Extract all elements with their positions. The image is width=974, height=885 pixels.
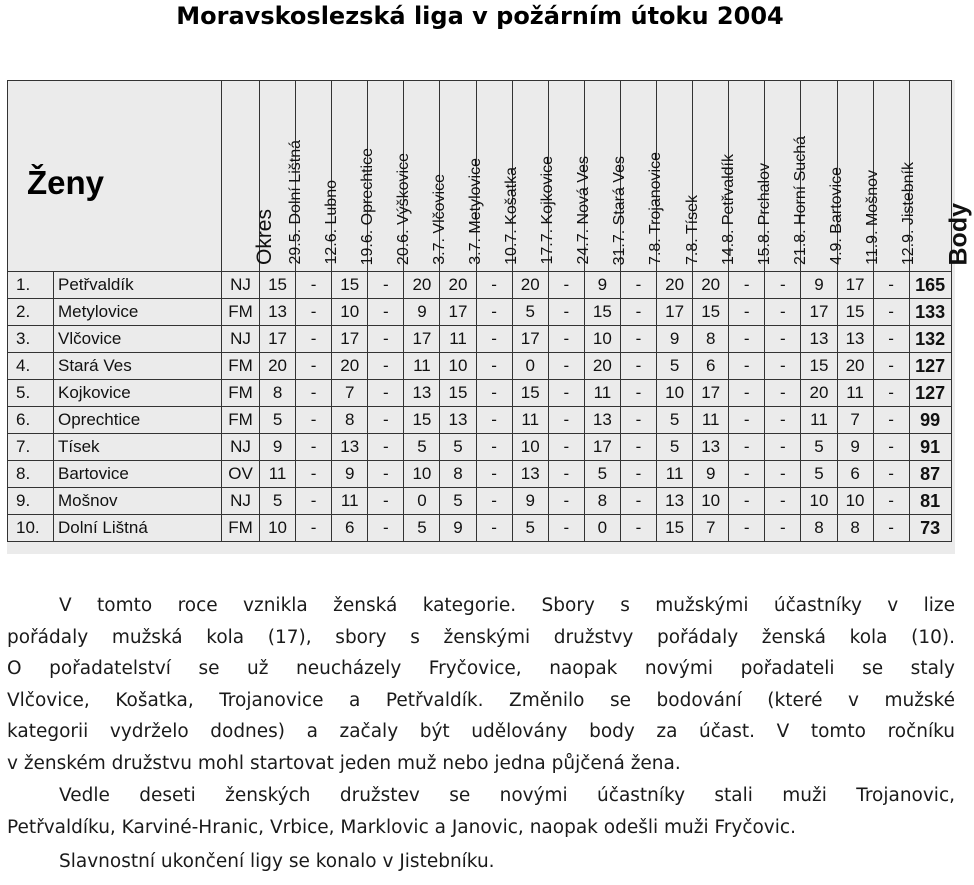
rank-cell: 8. — [8, 461, 54, 488]
score-cell: 15 — [584, 299, 620, 326]
round-header-cell — [801, 81, 845, 272]
score-cell: - — [620, 299, 656, 326]
table-row — [8, 488, 952, 515]
round-header: 29.5. Dolní Lištná — [286, 140, 304, 265]
results-table — [7, 80, 973, 542]
score-cell: - — [476, 353, 512, 380]
score-cell: - — [729, 461, 765, 488]
score-cell: 5 — [512, 515, 548, 542]
score-cell: 7 — [837, 407, 873, 434]
score-cell: 15 — [260, 272, 296, 299]
round-header: 19.6. Oprechtice — [358, 147, 376, 265]
score-cell: - — [296, 380, 332, 407]
score-cell: 13 — [260, 299, 296, 326]
score-cell: 11 — [801, 407, 837, 434]
score-cell: 17 — [332, 326, 368, 353]
paragraph-line: kategorii vydrželo dodnes) a začaly být udělovány body za účast. V tomto ročníku — [7, 721, 955, 742]
score-cell: 17 — [584, 434, 620, 461]
score-cell: - — [368, 326, 404, 353]
score-cell: - — [729, 407, 765, 434]
round-header-cell — [873, 81, 918, 272]
round-header-cell — [404, 81, 448, 272]
table-row — [8, 407, 952, 434]
score-cell: - — [620, 326, 656, 353]
score-cell: 20 — [837, 353, 873, 380]
score-cell: 9 — [801, 272, 837, 299]
okres-cell: FM — [222, 515, 260, 542]
score-cell: - — [873, 461, 909, 488]
score-cell: - — [620, 515, 656, 542]
score-cell: - — [548, 461, 584, 488]
score-cell: - — [476, 488, 512, 515]
points-cell: 99 — [909, 407, 951, 434]
score-cell: - — [765, 461, 801, 488]
score-cell: 17 — [837, 272, 873, 299]
round-header-cell — [476, 81, 521, 272]
score-cell: 17 — [404, 326, 440, 353]
round-header: 15.8. Prchalov — [755, 162, 773, 265]
score-cell: - — [729, 434, 765, 461]
score-cell: 6 — [693, 353, 729, 380]
category-label: Ženy — [27, 164, 105, 201]
score-cell: - — [296, 461, 332, 488]
score-cell: 15 — [801, 353, 837, 380]
round-header: 3.7. Vlčovice — [430, 174, 448, 265]
score-cell: - — [548, 353, 584, 380]
score-cell: - — [765, 326, 801, 353]
points-cell: 127 — [909, 380, 951, 407]
team-name-cell: Mošnov — [54, 488, 222, 515]
score-cell: - — [476, 461, 512, 488]
score-cell: - — [729, 380, 765, 407]
score-cell: - — [368, 515, 404, 542]
round-header: 10.7. Košatka — [503, 167, 521, 265]
score-cell: - — [620, 353, 656, 380]
score-cell: 17 — [512, 326, 548, 353]
score-cell: 11 — [657, 461, 693, 488]
rank-cell: 7. — [8, 434, 54, 461]
score-cell: - — [873, 326, 909, 353]
score-cell: 9 — [657, 326, 693, 353]
score-cell: - — [620, 407, 656, 434]
paragraph-line: v ženském družstvu mohl startovat jeden muž nebo jedna půjčená žena. — [7, 752, 681, 774]
score-cell: 10 — [837, 488, 873, 515]
score-cell: - — [548, 299, 584, 326]
okres-cell: NJ — [222, 272, 260, 299]
team-name-cell: Metylovice — [54, 299, 222, 326]
team-name-cell: Tísek — [54, 434, 222, 461]
paragraph-line: O pořadatelství se už neucházely Fryčovice, naopak novými pořadateli se staly — [7, 658, 955, 679]
score-cell: - — [368, 488, 404, 515]
round-header-cell — [620, 81, 665, 272]
score-cell: 8 — [801, 515, 837, 542]
score-cell: 10 — [332, 299, 368, 326]
paragraph — [7, 846, 955, 878]
team-name-cell: Vlčovice — [54, 326, 222, 353]
score-cell: - — [873, 353, 909, 380]
score-cell: 9 — [332, 461, 368, 488]
round-header-cell — [512, 81, 557, 272]
score-cell: - — [296, 326, 332, 353]
score-cell: 15 — [693, 299, 729, 326]
table-row — [8, 434, 952, 461]
score-cell: - — [296, 407, 332, 434]
score-cell: - — [873, 488, 909, 515]
score-cell: - — [873, 515, 909, 542]
score-cell: 13 — [332, 434, 368, 461]
score-cell: - — [729, 353, 765, 380]
score-cell: - — [476, 407, 512, 434]
score-cell: 8 — [260, 380, 296, 407]
table-row — [8, 326, 952, 353]
score-cell: 11 — [332, 488, 368, 515]
score-cell: 15 — [512, 380, 548, 407]
paragraph-line: Vlčovice, Košatka, Trojanovice a Petřvaldík. Změnilo se bodování (které v mužské — [7, 689, 955, 711]
score-cell: 20 — [260, 353, 296, 380]
rank-cell: 5. — [8, 380, 54, 407]
score-cell: - — [548, 434, 584, 461]
score-cell: - — [476, 299, 512, 326]
paragraph-line: V tomto roce vznikla ženská kategorie. Sbory s mužskými účastníky v lize — [59, 595, 955, 616]
score-cell: 9 — [512, 488, 548, 515]
score-cell: - — [729, 326, 765, 353]
okres-cell: FM — [222, 353, 260, 380]
score-cell: 15 — [332, 272, 368, 299]
score-cell: 10 — [801, 488, 837, 515]
score-cell: 9 — [837, 434, 873, 461]
score-cell: - — [548, 380, 584, 407]
header-cell-body — [909, 81, 973, 272]
okres-cell: FM — [222, 407, 260, 434]
table-row — [8, 515, 952, 542]
body-header: Body — [944, 202, 973, 265]
score-cell: - — [476, 272, 512, 299]
rank-cell: 6. — [8, 407, 54, 434]
paragraph-line: pořádaly mužská kola (17), sbory s ženskými družstvy pořádaly ženská kola (10). — [7, 626, 955, 648]
points-cell: 165 — [909, 272, 951, 299]
score-cell: 9 — [440, 515, 476, 542]
score-cell: - — [548, 272, 584, 299]
round-header-cell — [260, 81, 304, 272]
round-header: 21.8. Horní Suchá — [791, 136, 809, 265]
score-cell: 13 — [404, 380, 440, 407]
score-cell: 5 — [440, 434, 476, 461]
score-cell: 20 — [657, 272, 693, 299]
score-cell: - — [873, 299, 909, 326]
round-header: 12.9. Jistebník — [900, 161, 918, 265]
paragraph — [7, 590, 955, 779]
team-name-cell: Petřvaldík — [54, 272, 222, 299]
score-cell: 11 — [260, 461, 296, 488]
score-cell: 5 — [440, 488, 476, 515]
score-cell: - — [548, 326, 584, 353]
okres-cell: FM — [222, 299, 260, 326]
score-cell: 17 — [657, 299, 693, 326]
page-title: Moravskoslezská liga v požárním útoku 2004 — [176, 2, 784, 30]
score-cell: 13 — [837, 326, 873, 353]
okres-cell: NJ — [222, 434, 260, 461]
score-cell: - — [873, 434, 909, 461]
score-cell: 13 — [657, 488, 693, 515]
score-cell: - — [873, 407, 909, 434]
round-header-cell — [368, 81, 412, 272]
score-cell: 9 — [260, 434, 296, 461]
score-cell: 8 — [584, 488, 620, 515]
score-cell: 0 — [404, 488, 440, 515]
round-header: 7.8. Tísek — [683, 195, 701, 265]
points-cell: 127 — [909, 353, 951, 380]
round-header: 3.7. Metylovice — [467, 158, 485, 265]
score-cell: 13 — [512, 461, 548, 488]
score-cell: - — [620, 461, 656, 488]
score-cell: 10 — [584, 326, 620, 353]
score-cell: - — [476, 380, 512, 407]
score-cell: - — [368, 434, 404, 461]
score-cell: 11 — [404, 353, 440, 380]
round-header: 11.9. Mošnov — [864, 170, 882, 265]
score-cell: 20 — [404, 272, 440, 299]
team-name-cell: Dolní Lištná — [54, 515, 222, 542]
score-cell: 10 — [404, 461, 440, 488]
score-cell: - — [476, 326, 512, 353]
rank-cell: 1. — [8, 272, 54, 299]
score-cell: 11 — [693, 407, 729, 434]
round-header: 17.7. Kojkovice — [539, 156, 557, 265]
rank-cell: 10. — [8, 515, 54, 542]
team-name-cell: Kojkovice — [54, 380, 222, 407]
score-cell: 6 — [332, 515, 368, 542]
score-cell: 0 — [584, 515, 620, 542]
score-cell: 17 — [801, 299, 837, 326]
score-cell: - — [296, 353, 332, 380]
score-cell: 13 — [693, 434, 729, 461]
score-cell: 5 — [404, 434, 440, 461]
round-header: 12.6. Lubno — [322, 180, 340, 265]
score-cell: 20 — [440, 272, 476, 299]
score-cell: 20 — [801, 380, 837, 407]
table-row — [8, 299, 952, 326]
team-name-cell: Oprechtice — [54, 407, 222, 434]
score-cell: - — [873, 272, 909, 299]
score-cell: - — [368, 407, 404, 434]
rank-cell: 3. — [8, 326, 54, 353]
score-cell: 17 — [440, 299, 476, 326]
score-cell: 15 — [404, 407, 440, 434]
score-cell: 0 — [512, 353, 548, 380]
score-cell: 9 — [584, 272, 620, 299]
score-cell: 20 — [512, 272, 548, 299]
score-cell: - — [620, 272, 656, 299]
points-cell: 73 — [909, 515, 951, 542]
round-header: 24.7. Nová Ves — [575, 156, 593, 265]
score-cell: - — [765, 353, 801, 380]
paragraph-line: Vedle deseti ženských družstev se novými účastníky stali muži Trojanovic, — [59, 785, 955, 806]
points-cell: 133 — [909, 299, 951, 326]
round-header: 20.6. Výškovice — [394, 152, 412, 265]
round-header-cell — [332, 81, 376, 272]
score-cell: 13 — [801, 326, 837, 353]
round-header: 7.8. Trojanovice — [647, 152, 665, 265]
paragraph-line: Slavnostní ukončení ligy se konalo v Jistebníku. — [59, 851, 495, 872]
score-cell: 5 — [657, 434, 693, 461]
score-cell: 5 — [260, 488, 296, 515]
okres-header: Okres — [252, 208, 276, 265]
points-cell: 132 — [909, 326, 951, 353]
round-header-cell — [440, 81, 485, 272]
round-header-cell — [765, 81, 809, 272]
score-cell: - — [296, 515, 332, 542]
score-cell: 8 — [332, 407, 368, 434]
score-cell: 7 — [693, 515, 729, 542]
score-cell: - — [368, 461, 404, 488]
round-header-cell — [584, 81, 629, 272]
score-cell: - — [620, 488, 656, 515]
score-cell: 20 — [584, 353, 620, 380]
score-cell: 15 — [440, 380, 476, 407]
round-header-cell — [296, 81, 340, 272]
rank-cell: 4. — [8, 353, 54, 380]
score-cell: - — [765, 434, 801, 461]
round-header-cell — [548, 81, 593, 272]
points-cell: 81 — [909, 488, 951, 515]
score-cell: 11 — [440, 326, 476, 353]
score-cell: 5 — [657, 407, 693, 434]
table-row — [8, 353, 952, 380]
round-header: 31.7. Stará Ves — [611, 155, 629, 265]
score-cell: 5 — [584, 461, 620, 488]
score-cell: - — [476, 434, 512, 461]
score-cell: 9 — [693, 461, 729, 488]
score-cell: 5 — [801, 434, 837, 461]
score-cell: 13 — [584, 407, 620, 434]
score-cell: 15 — [837, 299, 873, 326]
score-cell: 10 — [512, 434, 548, 461]
score-cell: 11 — [584, 380, 620, 407]
score-cell: - — [548, 488, 584, 515]
score-cell: 7 — [332, 380, 368, 407]
score-cell: 11 — [512, 407, 548, 434]
round-header-cell — [729, 81, 773, 272]
score-cell: - — [765, 272, 801, 299]
round-header: 4.9. Bartovice — [827, 167, 845, 265]
score-cell: 5 — [657, 353, 693, 380]
score-cell: 10 — [440, 353, 476, 380]
score-cell: 9 — [404, 299, 440, 326]
score-cell: - — [620, 434, 656, 461]
score-cell: 6 — [837, 461, 873, 488]
team-name-cell: Stará Ves — [54, 353, 222, 380]
score-cell: - — [873, 380, 909, 407]
score-cell: 17 — [260, 326, 296, 353]
score-cell: - — [729, 515, 765, 542]
score-cell: - — [765, 380, 801, 407]
round-header: 14.8. Petřvaldík — [719, 153, 737, 265]
score-cell: - — [765, 299, 801, 326]
score-cell: - — [729, 272, 765, 299]
score-cell: - — [296, 434, 332, 461]
score-cell: 10 — [260, 515, 296, 542]
okres-cell: OV — [222, 461, 260, 488]
score-cell: - — [765, 515, 801, 542]
score-cell: 13 — [440, 407, 476, 434]
table-header-row — [8, 81, 952, 272]
score-cell: 8 — [440, 461, 476, 488]
score-cell: - — [296, 299, 332, 326]
table-row — [8, 380, 952, 407]
okres-cell: NJ — [222, 488, 260, 515]
round-header-cell — [693, 81, 737, 272]
score-cell: 8 — [837, 515, 873, 542]
okres-cell: NJ — [222, 326, 260, 353]
score-cell: 20 — [332, 353, 368, 380]
results-table-image — [7, 80, 973, 554]
points-cell: 91 — [909, 434, 951, 461]
score-cell: 8 — [693, 326, 729, 353]
score-cell: - — [368, 272, 404, 299]
score-cell: - — [476, 515, 512, 542]
score-cell: 11 — [837, 380, 873, 407]
score-cell: - — [765, 488, 801, 515]
score-cell: - — [296, 272, 332, 299]
score-cell: - — [729, 488, 765, 515]
score-cell: 5 — [260, 407, 296, 434]
table-row — [8, 461, 952, 488]
table-row — [8, 272, 952, 299]
paragraph — [7, 780, 955, 843]
score-cell: 10 — [657, 380, 693, 407]
score-cell: - — [368, 380, 404, 407]
score-cell: 10 — [693, 488, 729, 515]
score-cell: - — [548, 407, 584, 434]
score-cell: 5 — [404, 515, 440, 542]
score-cell: - — [296, 488, 332, 515]
rank-cell: 9. — [8, 488, 54, 515]
paragraph-line: Petřvaldíku, Karviné-Hranic, Vrbice, Marklovic a Janovic, naopak odešli muži Fryčovic. — [7, 816, 796, 838]
score-cell: 15 — [657, 515, 693, 542]
score-cell: - — [765, 407, 801, 434]
points-cell: 87 — [909, 461, 951, 488]
score-cell: - — [368, 353, 404, 380]
score-cell: - — [368, 299, 404, 326]
score-cell: 20 — [693, 272, 729, 299]
round-header-cell — [657, 81, 701, 272]
score-cell: - — [729, 299, 765, 326]
score-cell: 17 — [693, 380, 729, 407]
score-cell: 5 — [512, 299, 548, 326]
header-cell-okres — [222, 81, 276, 272]
score-cell: - — [548, 515, 584, 542]
score-cell: 5 — [801, 461, 837, 488]
okres-cell: FM — [222, 380, 260, 407]
team-name-cell: Bartovice — [54, 461, 222, 488]
rank-cell: 2. — [8, 299, 54, 326]
round-header-cell — [837, 81, 882, 272]
score-cell: - — [620, 380, 656, 407]
